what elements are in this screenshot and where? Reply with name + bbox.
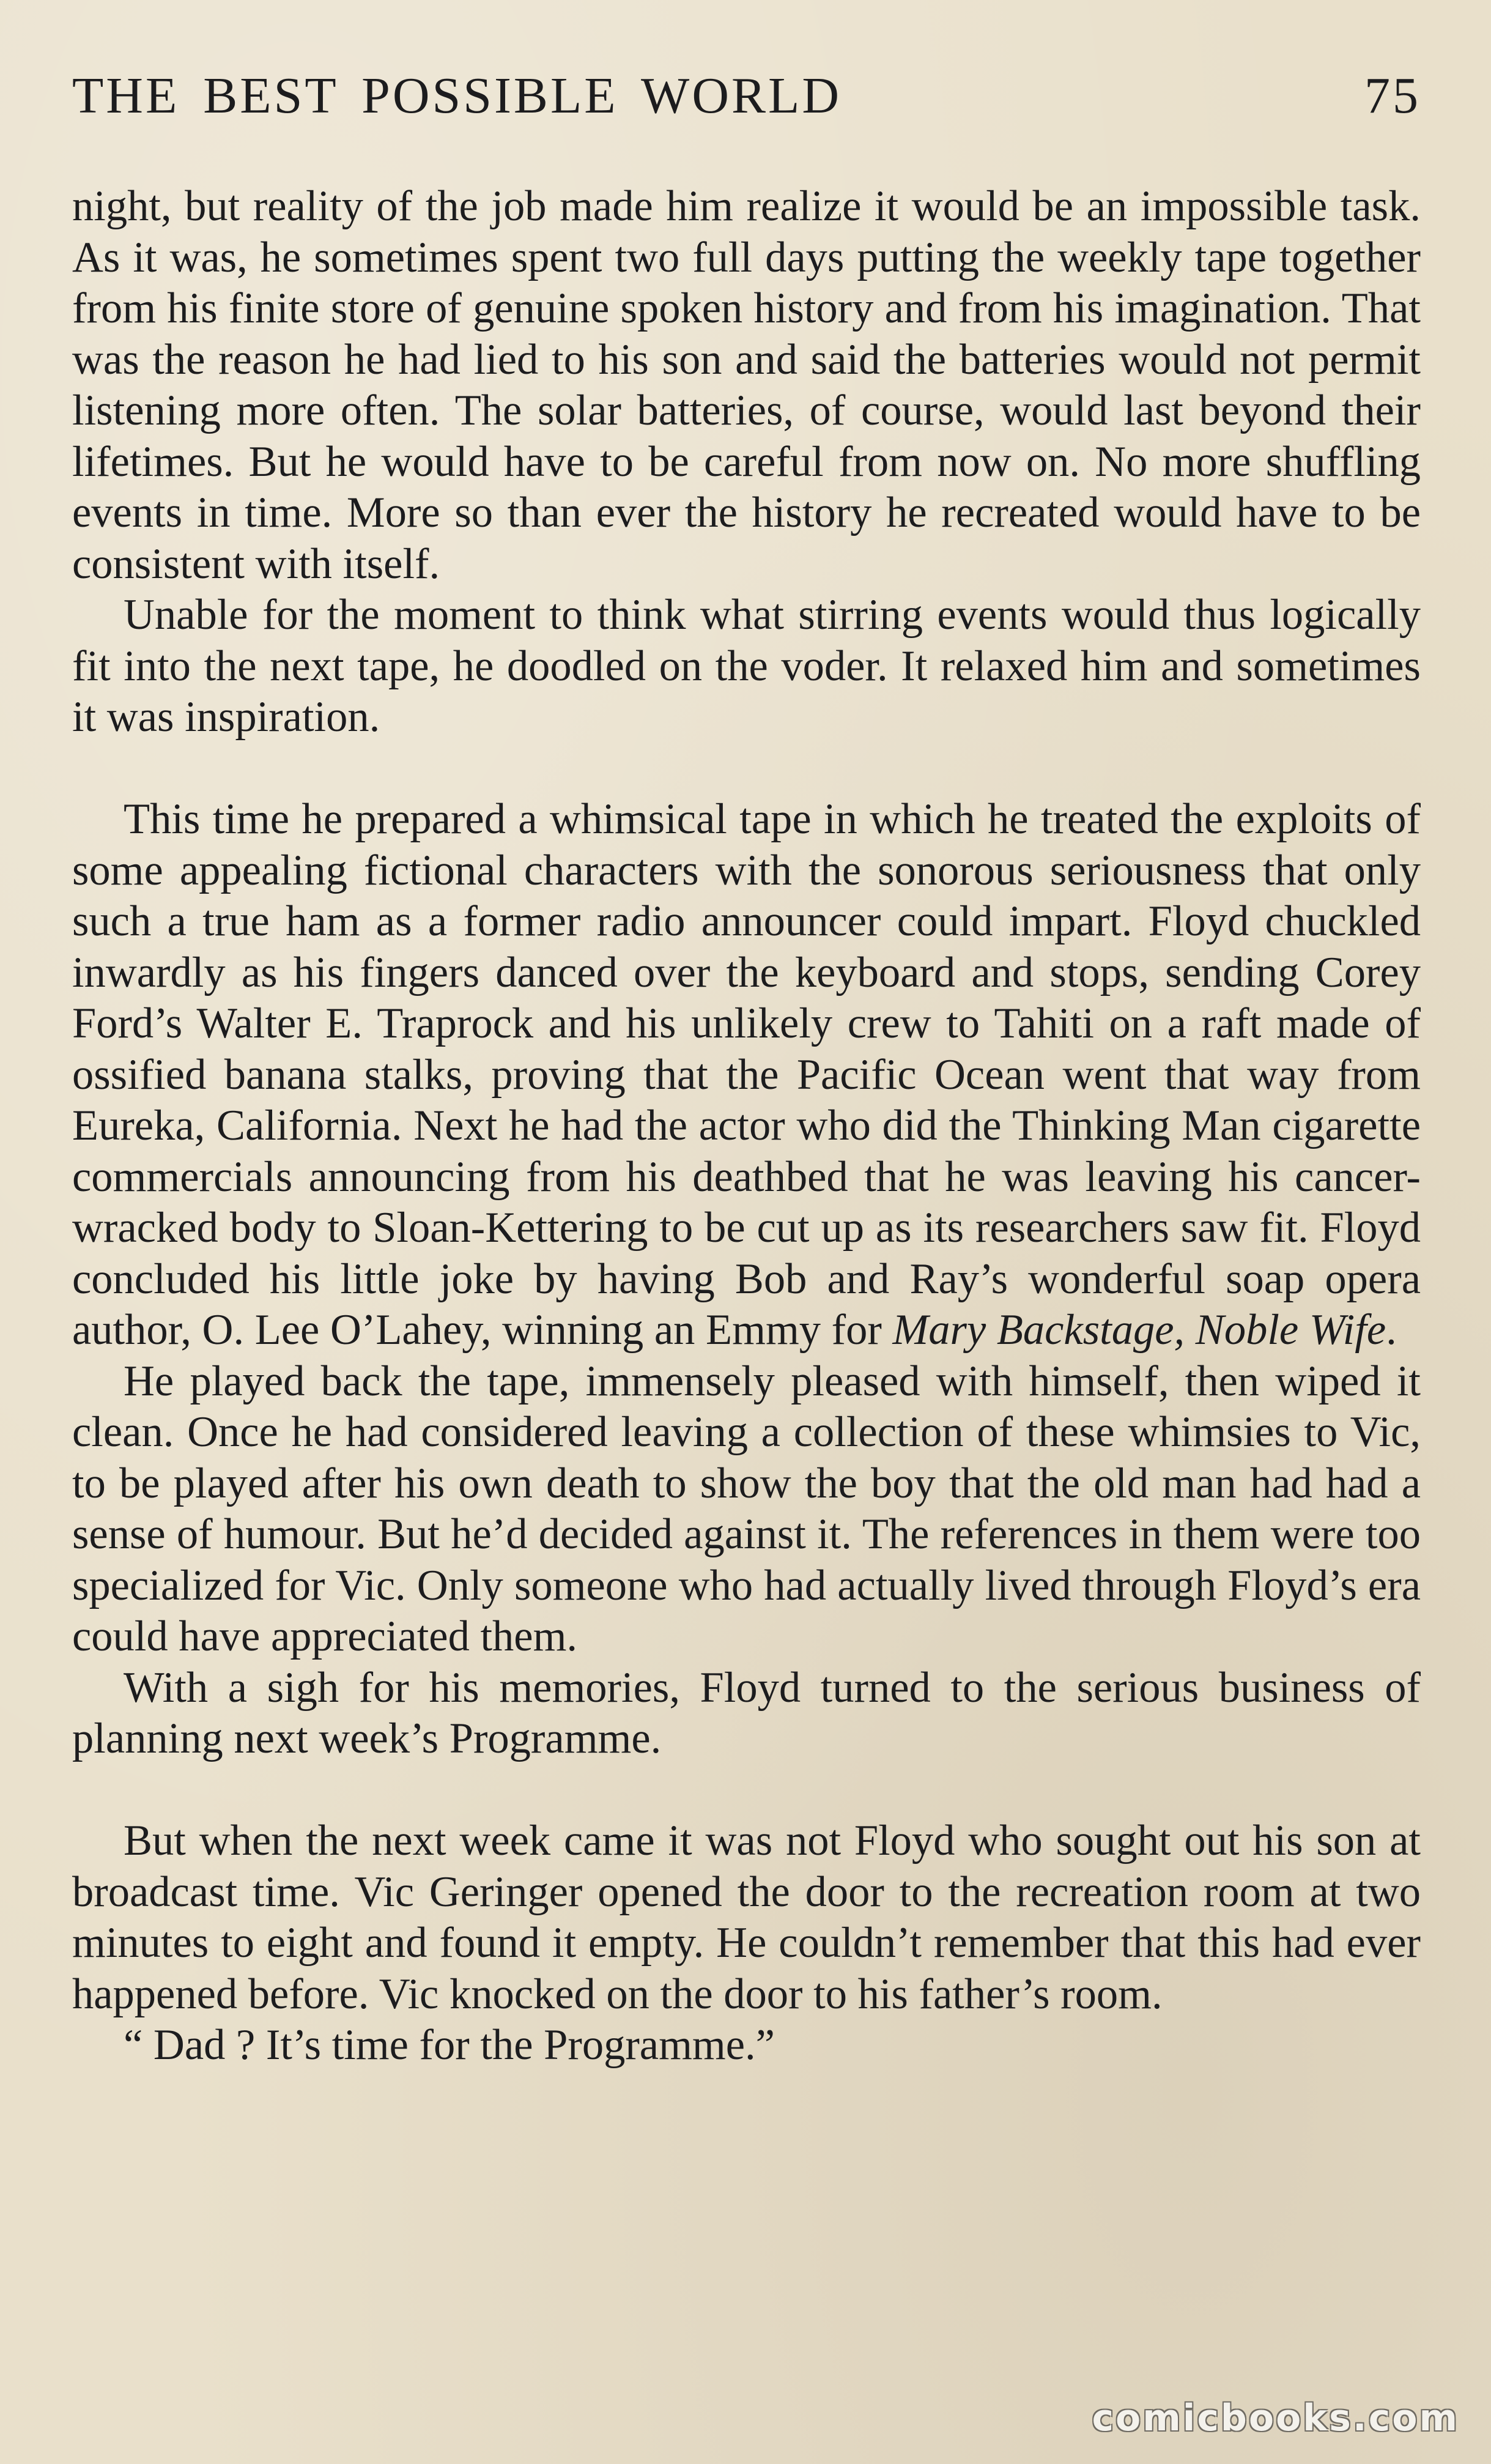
italic-title: Mary Backstage, Noble Wife [892,1306,1386,1354]
page-number: 75 [1364,67,1421,124]
watermark: comicbooks.com [1092,2397,1459,2440]
paragraph-dialogue: “ Dad ? It’s time for the Programme.” [124,2021,775,2069]
running-header [72,66,1421,133]
section-break [72,743,1421,795]
paragraph [72,794,1421,1356]
running-title: THE BEST POSSIBLE WORLD [72,67,842,124]
body-text [72,181,1421,2071]
section-break [72,1765,1421,1816]
paragraph-continued: night, but reality of the job made him realize it would be an impossible task. As it was, he sometimes spent two full days putting the weekly tape together from his finite store of genuine spoken history and from his imagination. That was the reason he had lied to his son and said the batteries would not permit listening more often. The solar batteries, of course, would last beyond their lifetimes. But he would have to be careful from now on. No more shuffling events in time. More so than ever the history he recreated would have to be consistent with itself. [72,182,1421,588]
paragraph: He played back the tape, immensely pleased with himself, then wiped it clean. Once he had considered leaving a collection of these whimsies to Vic, to be played after his own death to show the boy that the old man had had a sense of humour. But he’d decided against it. The references in them were too specialized for Vic. Only someone who had actually lived through Floyd’s era could have appreciated them. [72,1357,1421,1660]
paragraph: But when the next week came it was not Floyd who sought out his son at broadcast time. Vic Geringer opened the door to the recreation room at two minutes to eight and found it empty. He couldn’t remember that this had ever happened before. Vic knocked on the door to his father’s room. [72,1817,1421,2018]
paragraph-text-end: . [1386,1306,1397,1354]
book-page [72,66,1421,2452]
paragraph-text: This time he prepared a whimsical tape in which he treated the exploits of some appealing fictional characters with the sonorous seriousness that only such a true ham as a former radio announcer could impart. Floyd chuckled inwardly as his fingers danced over the keyboard and stops, sending Corey Ford’s Walter E. Traprock and his unlikely crew to Tahiti on a raft made of ossified banana stalks, proving that the Pacific Ocean went that way from Eureka, California. Next he had the actor who did the Thinking Man cigarette commercials announcing from his deathbed that he was leaving his cancer-wracked body to Sloan-Kettering to be cut up as its researchers saw fit. Floyd concluded his little joke by having Bob and Ray’s wonderful soap opera author, O. Lee O’Lahey, winning an Emmy for [72,795,1421,1354]
paragraph: With a sigh for his memories, Floyd turned to the serious business of planning next week’s Programme. [72,1663,1421,1762]
paragraph: Unable for the moment to think what stirring events would thus logically fit into the next tape, he doodled on the voder. It relaxed him and sometimes it was inspiration. [72,591,1421,741]
